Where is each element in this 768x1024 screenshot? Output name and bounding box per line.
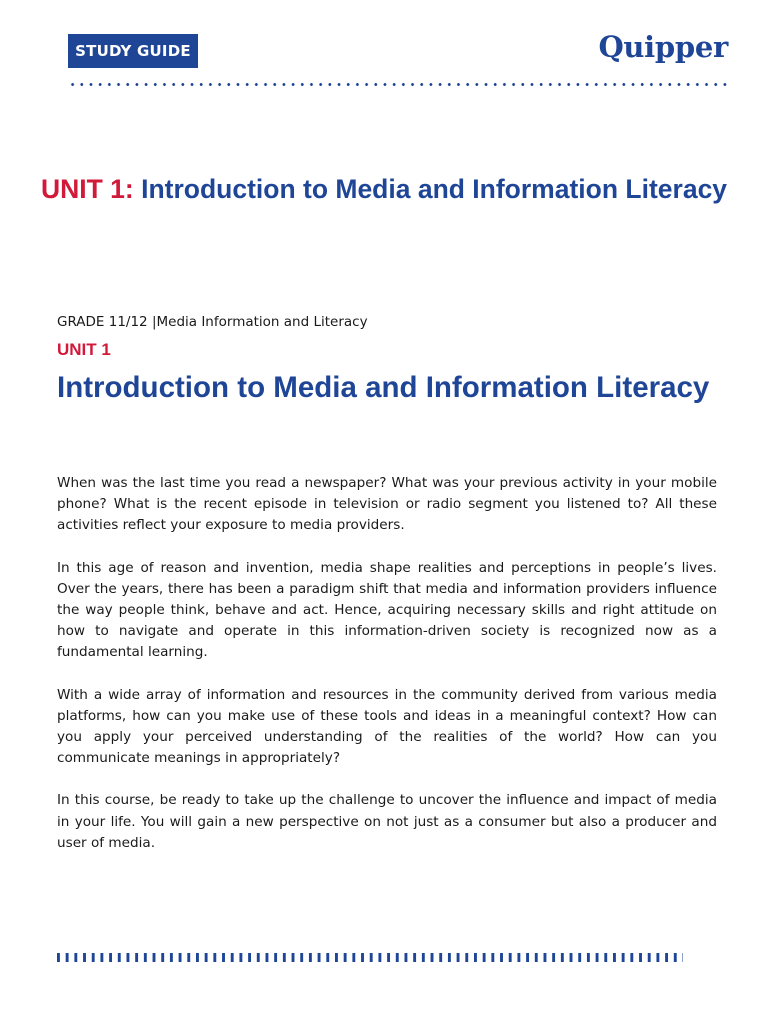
top-dotted-divider xyxy=(68,83,730,86)
paragraph: In this age of reason and invention, media shape realities and perceptions in people’s lives. Over the years, there has been a paradigm shift that media and information providers influence the way people think, behave and act. Hence, acquiring necessary skills and right attitude on how to navigate and operate in this information-driven society is recognized now as a fundamental learning. xyxy=(57,559,717,661)
study-guide-badge xyxy=(68,34,198,68)
quipper-logo-text: Quipper xyxy=(598,30,728,64)
body-text xyxy=(57,473,717,875)
quipper-logo xyxy=(598,30,728,64)
cover-title-text: Introduction to Media and Information Literacy xyxy=(141,174,728,204)
paragraph: In this course, be ready to take up the challenge to uncover the influence and impact of media in your life. You will gain a new perspective on not just as a consumer but also a producer and user of media. xyxy=(57,792,717,851)
study-guide-badge-label: STUDY GUIDE xyxy=(75,42,191,60)
bottom-dashed-divider xyxy=(57,953,683,962)
paragraph: With a wide array of information and resources in the community derived from various media platforms, how can you make use of these tools and ideas in a meaningful context? How can you apply your perceived understanding of the realities of the world? How can you communicate meanings in appropriately? xyxy=(57,686,717,767)
unit-label: UNIT 1 xyxy=(57,340,111,359)
paragraph: When was the last time you read a newspaper? What was your previous activity in your mobile phone? What is the recent episode in television or radio segment you listened to? All these activities reflect your exposure to media providers. xyxy=(57,475,717,534)
section-title: Introduction to Media and Information Literacy xyxy=(57,371,710,404)
cover-title xyxy=(40,172,728,207)
cover-unit-prefix: UNIT 1: xyxy=(40,174,134,204)
grade-subject-line: GRADE 11/12 |Media Information and Literacy xyxy=(57,314,368,330)
